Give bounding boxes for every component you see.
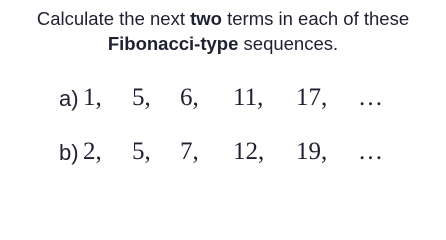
- instruction-suffix: terms in each of these: [221, 8, 410, 29]
- sequence-a-term-1: 1,: [83, 84, 102, 111]
- instruction-line-2: [0, 31, 446, 56]
- sequence-b-term-4: 12,: [233, 138, 265, 165]
- sequence-a-label: a): [59, 86, 79, 111]
- sequence-b-term-2: 5,: [132, 138, 151, 165]
- instruction-prefix: Calculate the next: [36, 8, 191, 29]
- instruction-line-1: [0, 6, 446, 31]
- sequence-a: [0, 84, 446, 114]
- sequence-b-term-3: 7,: [180, 138, 199, 165]
- instruction-tail: sequences.: [238, 33, 339, 54]
- instruction-text: [0, 6, 446, 56]
- sequence-a-term-5: 17,: [296, 84, 328, 111]
- sequence-a-term-3: 6,: [180, 84, 199, 111]
- sequence-a-term-2: 5,: [132, 84, 151, 111]
- sequence-b-term-1: 2,: [83, 138, 102, 165]
- instruction-emphasis-two: two: [190, 8, 222, 29]
- sequence-b: [0, 138, 446, 168]
- sequence-b-ellipsis: …: [358, 138, 386, 165]
- instruction-emphasis-fibonacci: Fibonacci-type: [107, 33, 239, 54]
- sequence-b-term-5: 19,: [296, 138, 328, 165]
- sequence-a-term-4: 11,: [233, 84, 264, 111]
- sequence-b-label: b): [59, 140, 79, 165]
- sequence-a-ellipsis: …: [358, 84, 386, 111]
